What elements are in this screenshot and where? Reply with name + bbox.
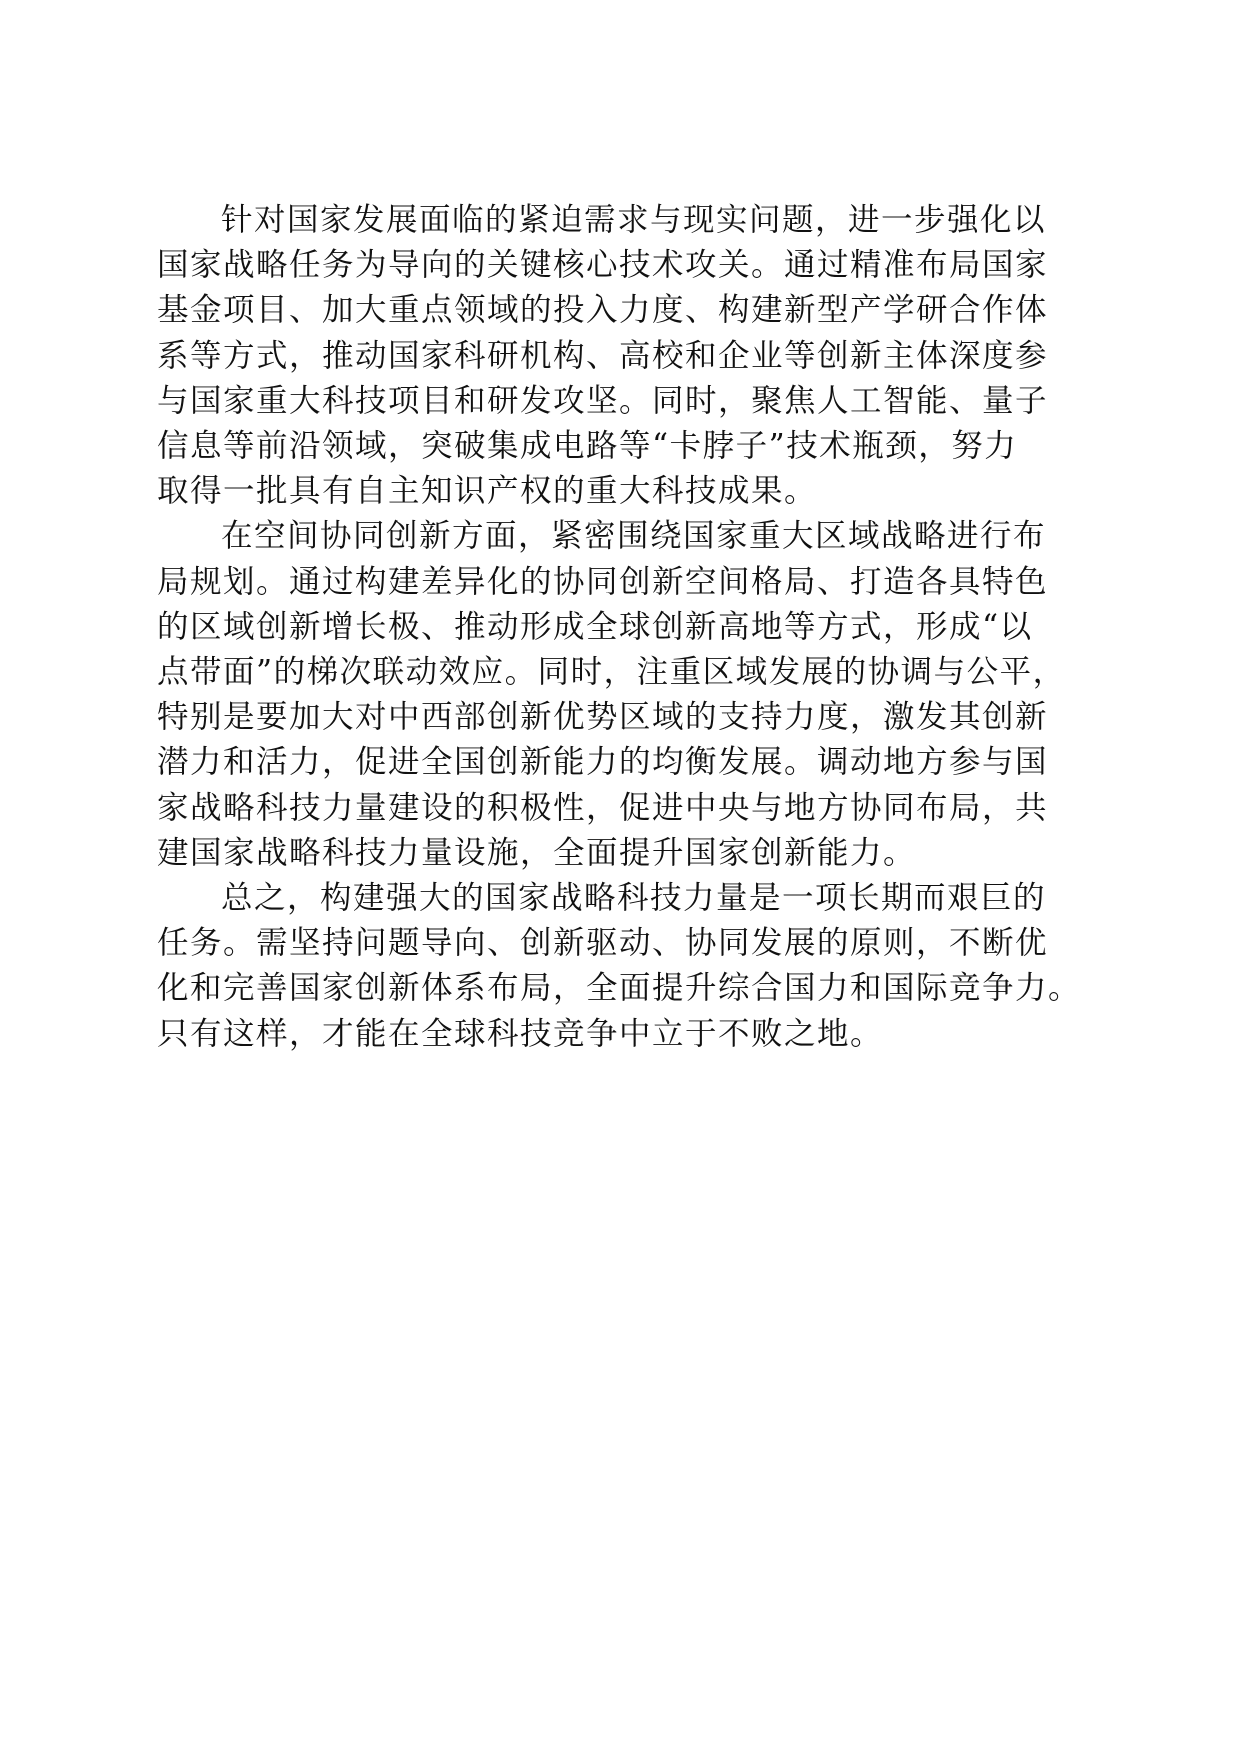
text-line: 特别是要加大对中西部创新优势区域的支持力度，激发其创新 [157, 699, 1049, 736]
text-line: 针对国家发展面临的紧迫需求与现实问题，进一步强化以 [221, 202, 1047, 238]
text-line: 点带面”的梯次联动效应。同时，注重区域发展的协调与公平， [157, 654, 1066, 691]
text-line: 建国家战略科技力量设施，全面提升国家创新能力。 [157, 834, 917, 871]
text-line: 总之，构建强大的国家战略科技力量是一项长期而艰巨的 [221, 880, 1047, 917]
text-line: 取得一批具有自主知识产权的重大科技成果。 [157, 473, 818, 510]
text-line: 任务。需坚持问题导向、创新驱动、协同发展的原则，不断优 [157, 925, 1049, 962]
text-line: 的区域创新增长极、推动形成全球创新高地等方式，形成“以 [157, 608, 1033, 645]
paragraph-2 [157, 514, 1097, 876]
text-line: 只有这样，才能在全球科技竞争中立于不败之地。 [157, 1015, 884, 1052]
text-line: 与国家重大科技项目和研发攻坚。同时，聚焦人工智能、量子 [157, 382, 1049, 419]
paragraph-1 [157, 198, 1097, 514]
text-line: 系等方式，推动国家科研机构、高校和企业等创新主体深度参 [157, 337, 1049, 374]
text-line: 在空间协同创新方面，紧密围绕国家重大区域战略进行布 [221, 518, 1047, 555]
text-line: 国家战略任务为导向的关键核心技术攻关。通过精准布局国家 [157, 247, 1049, 284]
text-line: 局规划。通过构建差异化的协同创新空间格局、打造各具特色 [157, 563, 1049, 600]
text-line: 基金项目、加大重点领域的投入力度、构建新型产学研合作体 [157, 292, 1049, 329]
text-line: 家战略科技力量建设的积极性，促进中央与地方协同布局，共 [157, 789, 1049, 826]
document-body [157, 198, 1097, 1057]
paragraph-3 [157, 876, 1097, 1057]
text-line: 潜力和活力，促进全国创新能力的均衡发展。调动地方参与国 [157, 744, 1049, 781]
text-line: 信息等前沿领域，突破集成电路等“卡脖子”技术瓶颈，努力 [157, 428, 1018, 465]
text-line: 化和完善国家创新体系布局，全面提升综合国力和国际竞争力。 [157, 970, 1082, 1007]
